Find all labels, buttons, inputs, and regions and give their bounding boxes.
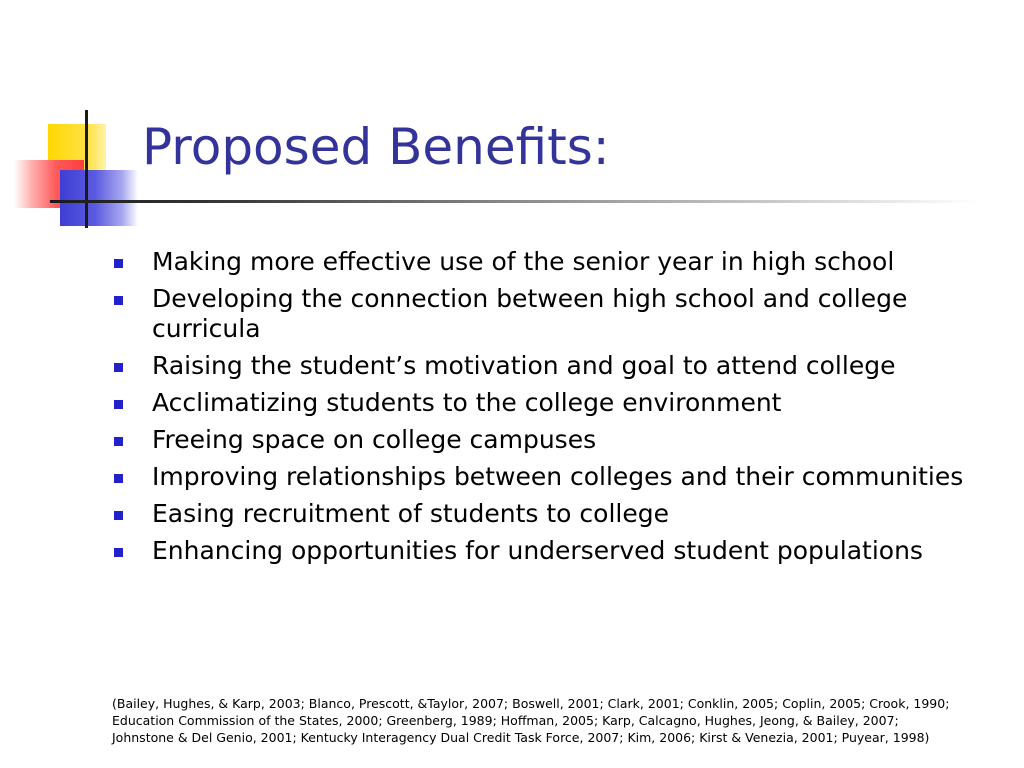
bullet-item [112,247,992,277]
square-bullet-icon [114,548,123,557]
bullet-text: Enhancing opportunities for underserved student populations [152,536,923,565]
bullet-text: Freeing space on college campuses [152,425,597,454]
bullet-item [112,284,992,344]
title-underline-rule [50,200,980,203]
bullet-text: Developing the connection between high school and college curricula [152,284,908,343]
square-bullet-icon [114,363,123,372]
bullet-item [112,351,992,381]
bullet-list [112,247,992,573]
vertical-rule [85,110,88,228]
decorative-logo [0,0,140,240]
bullet-text: Easing recruitment of students to college [152,499,669,528]
square-bullet-icon [114,437,123,446]
bullet-item [112,499,992,529]
bullet-text: Raising the student’s motivation and goal to attend college [152,351,896,380]
square-bullet-icon [114,474,123,483]
bullet-text: Making more effective use of the senior year in high school [152,247,895,276]
citation-text: (Bailey, Hughes, & Karp, 2003; Blanco, Prescott, &Taylor, 2007; Boswell, 2001; Clark, 2001; Conklin, 2005; Coplin, 2005; Crook, 1990; Education Commission of the States, 2000; Greenberg, 1989; Hoffman, 2005; Karp, Calcagno, Hughes, Jeong, & Bailey, 2007; Johnstone & Del Genio, 2001; Kentucky Interagency Dual Credit Task Force, 2007; Kim, 2006; Kirst & Venezia, 2001; Puyear, 1998) [112,696,950,745]
square-bullet-icon [114,259,123,268]
slide-title: Proposed Benefits: [142,118,610,176]
square-bullet-icon [114,511,123,520]
blue-square-decoration [60,170,138,226]
bullet-item [112,388,992,418]
bullet-item [112,536,992,566]
bullet-text: Improving relationships between colleges and their communities [152,462,964,491]
square-bullet-icon [114,400,123,409]
bullet-item [112,462,992,492]
bullet-item [112,425,992,455]
square-bullet-icon [114,296,123,305]
bullet-text: Acclimatizing students to the college environment [152,388,782,417]
